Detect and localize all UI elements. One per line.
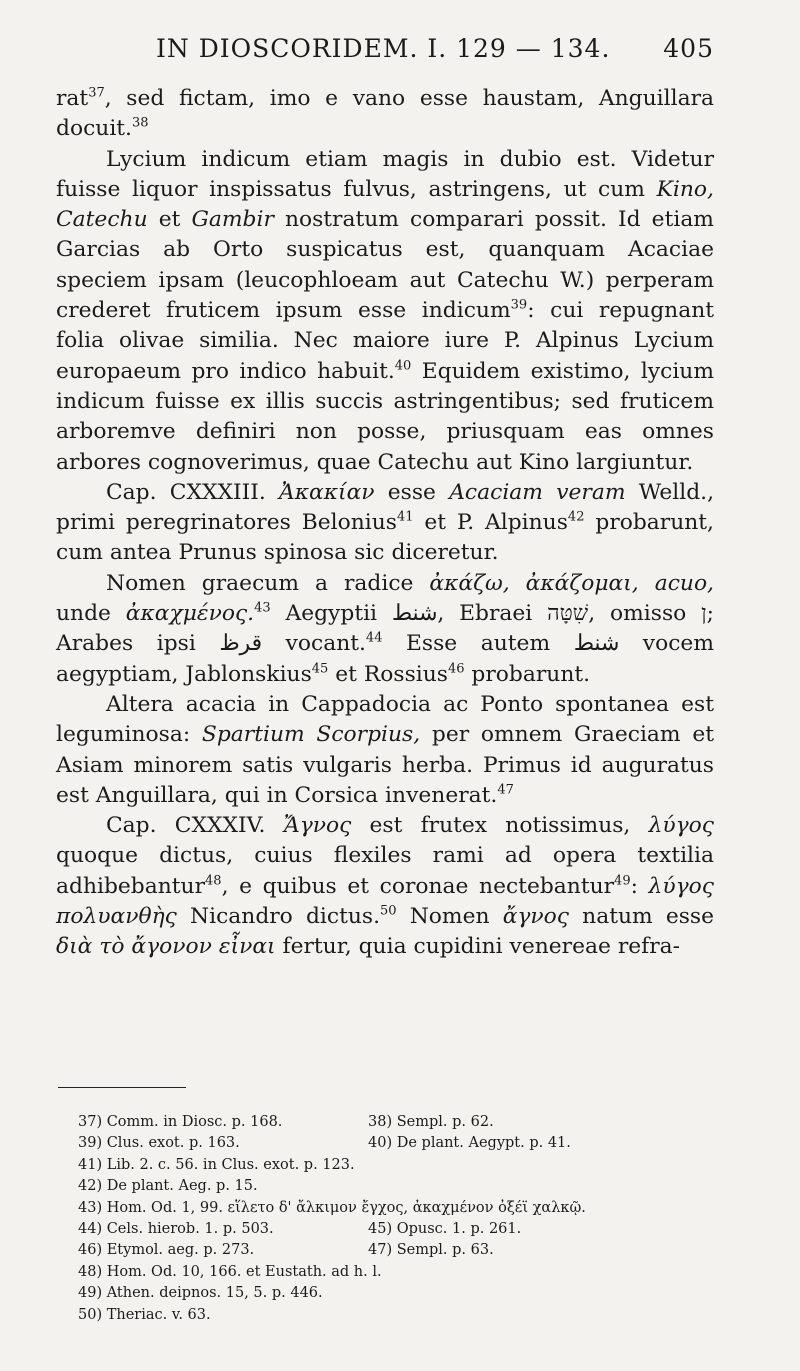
italic-text: ἄγνος <box>502 904 570 930</box>
paragraph-p6 <box>56 811 714 962</box>
footnote-entry: 49) Athen. deipnos. 15, 5. p. 446. <box>78 1285 323 1302</box>
italic-text: Spartium Scorpius, <box>201 722 421 748</box>
text-run: , omisso <box>588 601 702 627</box>
text-run: Welld., primi peregrinatores Belonius <box>56 479 714 536</box>
text-run: Altera acacia in Cappadocia ac Ponto spontanea est leguminosa: <box>56 691 714 748</box>
footnotes <box>78 1112 714 1326</box>
footnote-line <box>78 1155 714 1176</box>
footnote-ref: 47 <box>497 782 514 798</box>
footnote-entry: 37) Comm. in Diosc. p. 168. <box>78 1114 283 1130</box>
footnote-line <box>78 1262 714 1283</box>
text-run: , e quibus et coronae nectebantur <box>221 873 615 899</box>
footnote-entry: 42) De plant. Aeg. p. 15. <box>78 1178 258 1195</box>
footnote-entry: 44) Cels. hierob. 1. p. 503. <box>78 1221 274 1238</box>
footnote-line <box>78 1219 714 1240</box>
page-number: 405 <box>663 34 714 63</box>
footnote-entry: 46) Etymol. aeg. p. 273. <box>78 1242 255 1259</box>
text-run: ן <box>701 601 707 627</box>
footnote-ref: 46 <box>447 661 465 677</box>
footnote-line <box>78 1133 714 1154</box>
text-run: قرظ <box>219 631 262 657</box>
footnote-entry: 39) Clus. exot. p. 163. <box>78 1135 240 1152</box>
text-run: : cui repugnant folia olivae similia. Nec maiore iure P. Alpinus Lycium europaeum pro indico habuit. <box>56 298 714 384</box>
text-run: fertur, quia cupidini venereae refra- <box>275 934 680 960</box>
footnote-ref: 42 <box>567 509 585 525</box>
footnote-entry: 45) Opusc. 1. p. 261. <box>368 1221 522 1238</box>
text-run: natum esse <box>569 904 714 930</box>
text-run: Nomen <box>396 904 503 930</box>
footnote-line <box>78 1198 714 1219</box>
footnote-ref: 48 <box>205 873 222 889</box>
italic-text: ἀκάζω, ἀκάζομαι, acuo, <box>429 570 714 596</box>
paragraph-p4 <box>56 569 714 690</box>
text-run: : <box>630 873 649 899</box>
text-run: שִׁטָּה <box>547 601 589 627</box>
italic-text: Ἀκακίαν <box>278 479 375 505</box>
text-run: esse <box>374 479 450 505</box>
italic-text: Kino, Catechu <box>56 176 714 233</box>
text-run: nostratum comparari possit. Id etiam Garcias ab Orto suspicatus est, quanquam Acaciae speciem ipsam (leucophloeam aut Catechu W.) perperam crederet fruticem ipsum esse indicum <box>56 207 714 324</box>
text-run: vocem aegyptiam, Jablonskius <box>56 631 714 687</box>
footnote-line <box>78 1112 714 1133</box>
footnote-ref: 39 <box>510 297 528 313</box>
text-run: Lycium indicum etiam magis in dubio est. Videtur fuisse liquor inspissatus fulvus, astringens, ut cum <box>56 146 714 202</box>
text-run: rat <box>56 86 89 111</box>
text-run: Esse autem <box>382 631 574 657</box>
body-text <box>56 84 714 963</box>
footnote-entry: 47) Sempl. p. 63. <box>368 1242 494 1259</box>
footnote-ref: 45 <box>311 661 329 677</box>
text-run: probarunt. <box>464 661 591 687</box>
footnote-entry: 48) Hom. Od. 10, 166. et Eustath. ad h. l. <box>78 1263 382 1280</box>
italic-text: Ἄγνος <box>283 813 352 839</box>
footnote-line <box>78 1240 714 1261</box>
footnote-rule <box>58 1087 186 1088</box>
text-run: quoque dictus, cuius flexiles rami ad opera textilia adhibebantur <box>56 843 714 899</box>
text-run: Cap. CXXXIII. <box>106 479 279 505</box>
footnote-ref: 38 <box>131 116 149 132</box>
italic-text: Acaciam veram <box>449 479 626 505</box>
paragraph-p5 <box>56 690 714 811</box>
footnote-line <box>78 1176 714 1197</box>
footnote-entry: 41) Lib. 2. c. 56. in Clus. exot. p. 123. <box>78 1156 355 1173</box>
text-run: Cap. CXXXIV. <box>106 813 284 839</box>
footnote-entry: 50) Theriac. v. 63. <box>78 1306 211 1323</box>
footnote-entry: 40) De plant. Aegypt. p. 41. <box>368 1135 571 1152</box>
paragraph-p1 <box>56 84 714 145</box>
text-run: et P. Alpinus <box>413 510 568 536</box>
footnote-entry: 38) Sempl. p. 62. <box>368 1114 494 1130</box>
footnote-ref: 41 <box>396 509 414 525</box>
text-run: شنط <box>573 631 620 657</box>
footnote-ref: 40 <box>394 358 412 374</box>
text-run: , Ebraei <box>437 601 548 627</box>
paragraph-p3 <box>56 478 714 569</box>
running-head <box>56 34 714 63</box>
footnote-ref: 43 <box>254 600 271 616</box>
footnote-ref: 37 <box>88 85 105 101</box>
italic-text: Gambir <box>191 207 274 233</box>
footnote-line <box>78 1283 714 1304</box>
text-run: ; Arabes ipsi <box>56 601 714 657</box>
text-run: , sed fictam, imo e vano esse haustam, Anguillara docuit. <box>56 86 714 142</box>
footnote-line <box>78 1305 714 1326</box>
paragraph-p2 <box>56 145 714 478</box>
italic-text: ἀκαχμένος. <box>125 601 255 627</box>
italic-text: λύγος πολυανθὴς <box>56 873 714 930</box>
italic-text: λύγος <box>648 813 714 839</box>
running-title: IN DIOSCORIDEM. I. 129 — 134. <box>156 34 611 63</box>
text-run: est frutex notissimus, <box>351 813 649 839</box>
text-run: et Rossius <box>328 661 448 687</box>
text-run: Nomen graecum a radice <box>106 570 430 596</box>
text-run: unde <box>56 601 126 627</box>
text-run: Equidem existimo, lycium indicum fuisse ex illis succis astringentibus; sed fruticem arboremve definiri non posse, priusquam eas omnes arbores cognoverimus, quae Catechu aut Kino largiuntur. <box>56 358 714 475</box>
text-run: per omnem Graeciam et Asiam minorem satis vulgaris herba. Primus id auguratus est Anguillara, qui in Corsica invenerat. <box>56 722 714 808</box>
text-run: et <box>147 207 192 233</box>
text-run: probarunt, cum antea Prunus spinosa sic diceretur. <box>56 510 714 566</box>
footnote-entry: 43) Hom. Od. 1, 99. εἵλετο δ' ἄλκιμον ἔγχος, ἀκαχμένον ὀξέϊ χαλκῷ. <box>78 1199 586 1216</box>
footnote-ref: 44 <box>365 631 383 647</box>
text-run: Nicandro dictus. <box>176 904 381 930</box>
italic-text: διὰ τὸ ἄγονον εἶναι <box>56 934 276 960</box>
text-run: vocant. <box>262 631 366 657</box>
text-run: شنط <box>391 601 438 627</box>
footnote-ref: 49 <box>614 873 631 889</box>
text-run: Aegyptii <box>270 601 392 627</box>
footnote-ref: 50 <box>380 903 397 919</box>
